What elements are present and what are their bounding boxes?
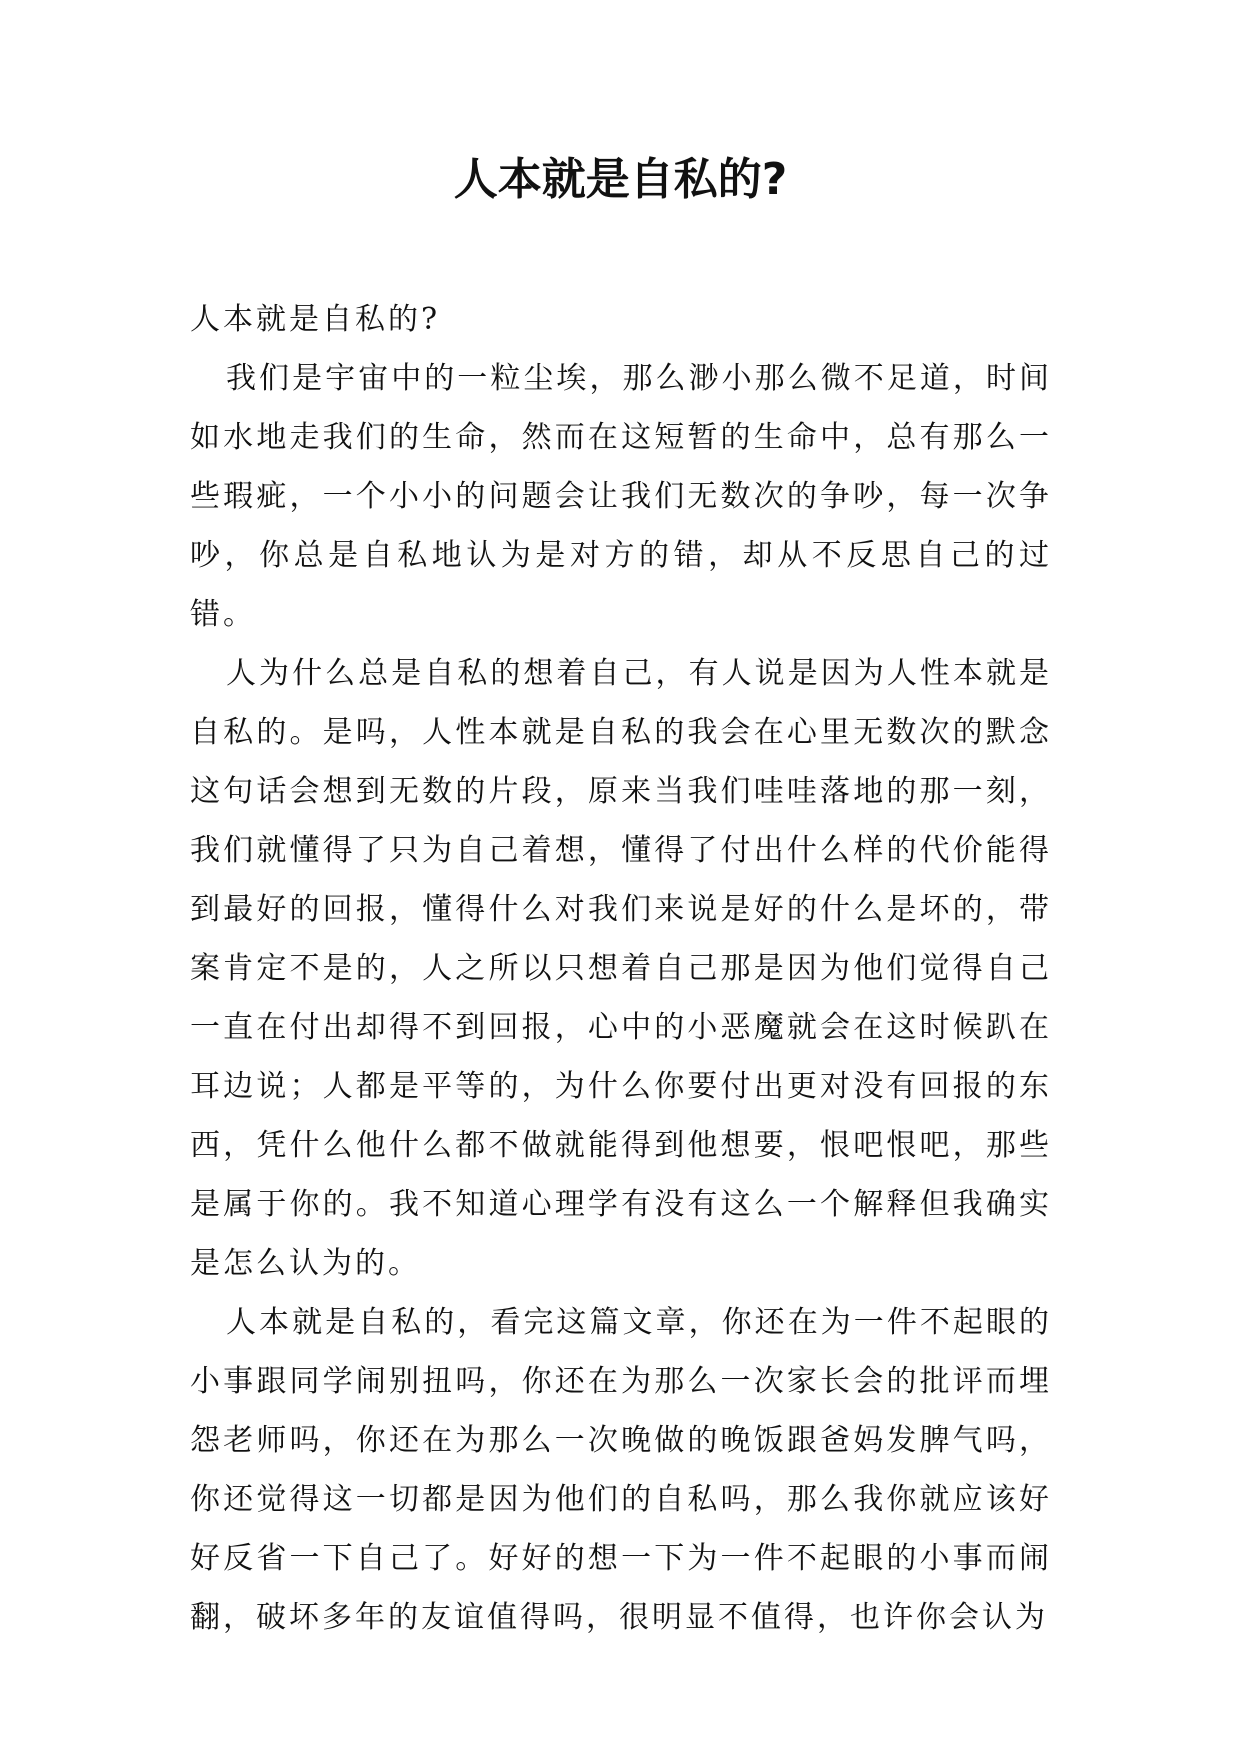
document-subtitle: 人本就是自私的? [190, 302, 441, 337]
paragraph-2: 人为什么总是自私的想着自己，有人说是因为人性本就是自私的。是吗，人性本就是自私的我会在心里无数次的默念这句话会想到无数的片段，原来当我们哇哇落地的那一刻，我们就懂得了只为自己着想，懂得了付出什么样的代价能得到最好的回报，懂得什么对我们来说是好的什么是坏的，带案肯定不是的，人之所以只想着自己那是因为他们觉得自己一直在付出却得不到回报，心中的小恶魔就会在这时候趴在耳边说；人都是平等的，为什么你要付出更对没有回报的东西，凭什么他什么都不做就能得到他想要，恨吧恨吧，那些是属于你的。我不知道心理学有没有这么一个解释但我确实是怎么认为的。 [190, 656, 1052, 1281]
paragraph-3: 人本就是自私的，看完这篇文章，你还在为一件不起眼的小事跟同学闹别扭吗，你还在为那么一次家长会的批评而埋怨老师吗，你还在为那么一次晚做的晚饭跟爸妈发脾气吗，你还觉得这一切都是因为他们的自私吗，那么我你就应该好好反省一下自己了。好好的想一下为一件不起眼的小事而闹翻，破坏多年的友谊值得吗，很明显不值得，也许你会认为 [190, 1305, 1052, 1635]
document-title: 人本就是自私的? [453, 154, 788, 205]
document-body [190, 290, 1052, 1647]
paragraph-1: 我们是宇宙中的一粒尘埃，那么渺小那么微不足道，时间如水地走我们的生命，然而在这短暂的生命中，总有那么一些瑕疵，一个小小的问题会让我们无数次的争吵，每一次争吵，你总是自私地认为是对方的错，却从不反思自己的过错。 [190, 361, 1052, 632]
